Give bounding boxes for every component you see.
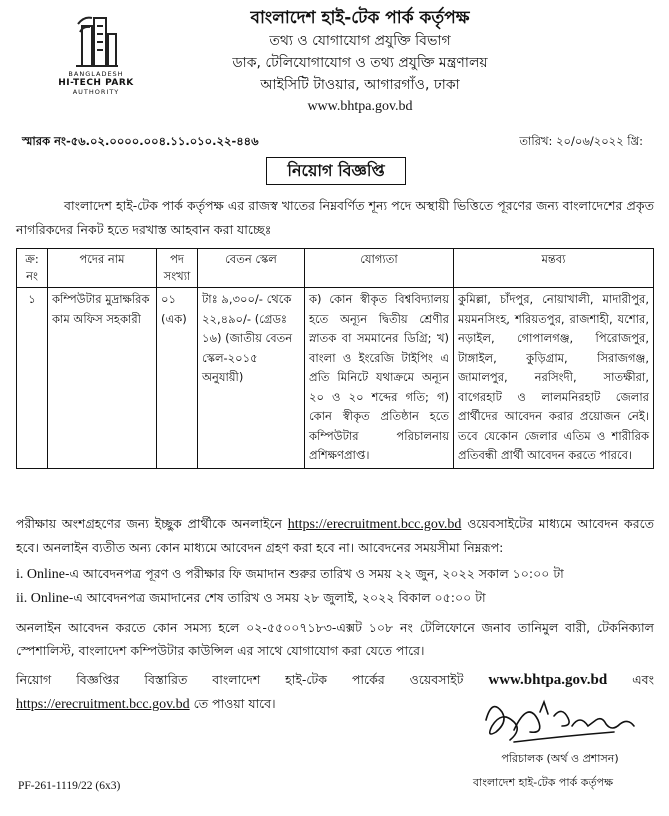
helpline-paragraph: অনলাইন আবেদন করতে কোন সমস্য হলে ০২-৫৫০০৭১৮৩-এক্সট ১০৮ নং টেলিফোনে জনাব তানিমুল বারী, টেকনিক্যাল স্পেশালিস্ট, বাংলাদেশ কম্পিউটার কাউন্সিল এর সাথে যোগাযোগ করা যেতে পারে।	[16, 620, 654, 658]
header-website: www.bhtpa.gov.bd	[307, 99, 413, 114]
erecruitment-link-2[interactable]: https://erecruitment.bcc.gov.bd	[16, 697, 190, 712]
apply-text-after: ওয়েবসাইটের মাধ্যমে আবেদন করতে হবে। অনলাইন ব্যতীত অন্য কোন মাধ্যমে আবেদন গ্রহণ করা হবে না। আবেদনের সময়সীমা নিম্নরূপ:	[16, 516, 654, 555]
apply-text-before: পরীক্ষায় অংশগ্রহণের জন্য ইচ্ছুক প্রার্থীকে অনলাইনে	[16, 516, 282, 531]
details-text-mid: এবং	[632, 672, 654, 687]
handwritten-signature	[474, 690, 654, 754]
vacancy-table	[16, 248, 654, 469]
ministry-name: ডাক, টেলিযোগাযোগ ও তথ্য প্রযুক্তি মন্ত্রণালয়	[232, 55, 488, 71]
schedule-item-2	[16, 586, 654, 610]
schedule-marker: ii. Online	[16, 591, 69, 606]
col-header-count: পদ সংখ্যা	[157, 249, 198, 288]
division-name: তথ্য ও যোগাযোগ প্রযুক্তি বিভাগ	[269, 33, 451, 49]
intro-paragraph: বাংলাদেশ হাই-টেক পার্ক কর্তৃপক্ষ এর রাজস্ব খাতের নিম্নবর্ণিত শূন্য পদে অস্থায়ী ভিত্তিতে পূরণের জন্য বাংলাদেশের প্রকৃত নাগরিকদের নিকট হতে দরখাস্ত আহবান করা যাচ্ছেঃ	[16, 198, 654, 237]
col-header-post: পদের নাম	[48, 249, 157, 288]
bhtpa-logo	[52, 12, 140, 112]
issue-date: তারিখ: ২০/০৬/২০২২ খ্রি:	[519, 134, 643, 148]
col-header-remarks: মন্তব্য	[454, 249, 654, 288]
logo-line-2: HI-TECH PARK	[58, 78, 134, 88]
schedule-text: -এ আবেদনপত্র পূরণ ও পরীক্ষার ফি জমাদান শুরুর তারিখ ও সময় ২২ জুন, ২০২২ সকাল ১০:০০ টা	[65, 566, 564, 581]
cell-remarks: কুমিল্লা, চাঁদপুর, নোয়াখালী, মাদারীপুর, ময়মনসিংহ, শরিয়তপুর, রাজশাহী, যশোর, নড়াইল, গোপালগঞ্জ, পিরোজপুর, টাঙ্গাইল, কুড়িগ্রাম, সিরাজগঞ্জ, জামালপুর, নরসিংদী, সাতক্ষীরা, বাগেরহাট ও লালমনিরহাট জেলার প্রার্থীদের আবেদন করার প্রয়োজন নেই। তবে যেকোন জেলার এতিম ও শারীরিক প্রতিবন্ধী প্রার্থী আবেদন করতে পারবে।	[454, 288, 654, 469]
memo-number: স্মারক নং-৫৬.০২.০০০০.০০৪.১১.০১০.২২-৪৪৬	[22, 134, 259, 148]
signatory-title: পরিচালক (অর্থ ও প্রশাসন)	[501, 752, 619, 765]
col-header-qualification: যোগ্যতা	[305, 249, 454, 288]
logo-line-1: BANGLADESH	[68, 70, 124, 78]
erecruitment-link[interactable]: https://erecruitment.bcc.gov.bd	[287, 517, 462, 532]
signatory-org: বাংলাদেশ হাই-টেক পার্ক কর্তৃপক্ষ	[472, 776, 614, 789]
cell-post: কম্পিউটার মুদ্রাক্ষরিক কাম অফিস সহকারী	[48, 288, 157, 469]
footer-code: PF-261-1119/22 (6x3)	[18, 780, 121, 792]
schedule-marker: i. Online	[16, 567, 65, 582]
cell-qualification: ক) কোন স্বীকৃত বিশ্ববিদ্যালয় হতে অন্যূন দ্বিতীয় শ্রেণীর স্নাতক বা সমমানের ডিগ্রি; খ) বাংলা ও ইংরেজি টাইপিং এ প্রতি মিনিটে যথাক্রমে অন্যূন ২০ ও ২০ শব্দের গতি; গ) কোন স্বীকৃত প্রতিষ্ঠান হতে কম্পিউটার পরিচালনায় প্রশিক্ষণপ্রাপ্ত।	[305, 288, 454, 469]
cell-count: ০১ (এক)	[157, 288, 198, 469]
bhtpa-website-link[interactable]: www.bhtpa.gov.bd	[488, 672, 608, 688]
schedule-text: -এ আবেদনপত্র জমাদানের শেষ তারিখ ও সময় ২৮ জুলাই, ২০২২ বিকাল ০৫:০০ টা	[68, 590, 486, 605]
details-text-after: তে পাওয়া যাবে।	[193, 696, 276, 711]
notice-title: নিয়োগ বিজ্ঞপ্তি	[266, 157, 406, 185]
hi-tech-park-logo-icon	[72, 12, 120, 70]
logo-line-3: AUTHORITY	[72, 88, 120, 96]
logo-caption	[52, 70, 140, 97]
apply-instructions	[16, 512, 654, 559]
table-header-row	[17, 249, 654, 288]
col-header-pay: বেতন স্কেল	[198, 249, 305, 288]
cell-pay: টাঃ ৯,৩০০/- থেকে ২২,৪৯০/- (গ্রেডঃ ১৬) (জাতীয় বেতন স্কেল-২০১৫ অনুযায়ী)	[198, 288, 305, 469]
details-text-before: নিয়োগ বিজ্ঞপ্তির বিস্তারিত বাংলাদেশ হাই-টেক পার্কের ওয়েবসাইট	[16, 672, 464, 687]
col-header-serial: ক্র: নং	[17, 249, 48, 288]
office-address: আইসিটি টাওয়ার, আগারগাঁও, ঢাকা	[260, 77, 460, 93]
table-row	[17, 288, 654, 469]
letterhead	[150, 6, 570, 118]
cell-serial: ১	[17, 288, 48, 469]
org-name: বাংলাদেশ হাই-টেক পার্ক কর্তৃপক্ষ	[250, 8, 470, 28]
schedule-item-1	[16, 562, 654, 586]
